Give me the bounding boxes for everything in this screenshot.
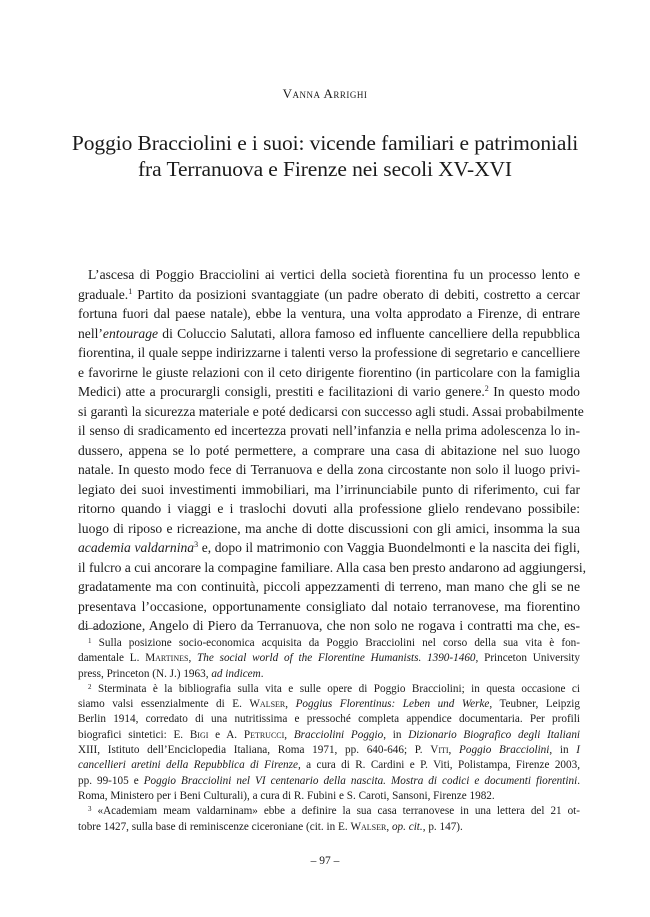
body-line: academia valdarnina$^3$ e, dopo il matrimonio con Vaggia Buondelmonti e la nascita dei figli, (78, 540, 581, 555)
body-line: e favorirne le giuste relazioni con il ceto dirigente fiorentino (in particolare con la famiglia (78, 364, 580, 380)
footnote-line: Roma, Ministero per i Beni Culturali), a cura di R. Fubini e S. Caroti, Sansoni, Firenze 1982. (78, 789, 495, 802)
body-line: natale. In questo modo fece di Terranuova e della zona circostante non solo il luogo privi- (78, 462, 580, 477)
body-line: il senso di sradicamento ed incertezza provati nell’infanzia e nella prima adolescenza lo in- (78, 423, 580, 438)
body-line: luogo di riposo e ricreazione, ma anche di dotte discussioni con gli amici, insomma la sua (78, 520, 580, 536)
body-line: graduale.$^1$ Partito da posizioni svantaggiate (un padre oberato di debiti, costretto a cercar (78, 286, 580, 302)
footnote-ref-3: 3 (194, 540, 199, 549)
title-line-2: fra Terranuova e Firenze nei secoli XV-XVI (138, 157, 512, 181)
footnote-line: tobre 1427, sulla base di reminiscenze ciceroniane (cit. in E. Walser, op. cit., p. 147). (78, 820, 463, 833)
footnote-line: pp. 99-105 e Poggio Bracciolini nel VI centenario della nascita. Mostra di codici e documenti fiorentini. (78, 774, 580, 787)
body-line: si garantì la sicurezza materiale e poté dedicarsi con successo agli studi. Assai probabilmente (78, 403, 584, 419)
body-line: ritorno quando i viaggi e i traslochi dovuti alla professione glielo rendevano possibile: (78, 501, 580, 516)
chapter-title (60, 130, 590, 182)
footnote-3: $^3$ «Academiam meam valdarninam» ebbe a definire la sua casa terranovese in una lettera del 21 ot- (88, 805, 581, 818)
body-line: legiato dei suoi investimenti immobiliari, ma l’irrinunciabile punto di riferimento, cui far (78, 481, 580, 497)
body-line: gradatamente ma con continuità, piccoli appezzamenti di terreno, man mano che gli se ne (78, 579, 580, 594)
footnote-line: damentale L. Martines, The social world of the Florentine Humanists. 1390-1460, Princeton University (78, 652, 581, 665)
title-line-1: Poggio Bracciolini e i suoi: vicende familiari e patrimoniali (71, 131, 579, 155)
body-line: fortuna fuori dal paese natale), ebbe la ventura, una volta approdato a Firenze, di entrare (78, 306, 580, 321)
body-line: fiorentina, il quale seppe indirizzarne i talenti verso la professione di segretario e cancelliere (78, 345, 580, 360)
footnote-line: Berlin 1914, corredato di una nutritissima e pressoché completa appendice documentaria. Per profili (78, 713, 580, 726)
body-line: nell’entourage di Coluccio Salutati, allora famoso ed influente cancelliere della repubblica (78, 325, 580, 341)
chapter-author: Vanna Arrighi (282, 86, 368, 101)
footnote-line: biografici sintetici: E. Bigi e A. Petrucci, Bracciolini Poggio, in Dizionario Biografico degli Italiani (78, 728, 581, 741)
footnote-ref-1: 1 (128, 286, 133, 296)
footnote-ref-2: 2 (484, 384, 489, 393)
footnote-divider (78, 628, 130, 629)
body-line: dussero, appena se lo poté permettere, a comprare una casa di abitazione nel suo luogo (78, 442, 580, 458)
footnotes (78, 636, 580, 835)
body-text (78, 265, 587, 636)
footnote-line: XIII, Istituto dell’Enciclopedia Italiana, Roma 1971, pp. 640-646; P. Viti, Poggio Bracciolini, in I (78, 744, 581, 757)
footnote-line: siamo valsi essenzialmente di E. Walser, Poggius Florentinus: Leben und Werke, Teubner, Leipzig (78, 698, 580, 711)
body-line: di adozione, Angelo di Piero da Terranuova, che non solo ne rogava i contratti ma che, es- (78, 618, 580, 633)
footnote-1: $^1$ Sulla posizione socio-economica acquisita da Poggio Bracciolini nel corso della sua vita è fon- (88, 637, 580, 649)
body-line: il fulcro a cui ancorare la compagine familiare. Alla casa ben presto andarono ad aggiungersi, (78, 559, 587, 575)
body-line: Medici) atte a procurargli consigli, prestiti e facilitazioni di vario genere.$^2$ In questo modo (78, 384, 580, 399)
footnote-line: press, Princeton (N. J.) 1963, ad indicem. (78, 667, 264, 680)
body-line: L’ascesa di Poggio Bracciolini ai vertici della società fiorentina fu un processo lento e (88, 267, 580, 282)
footnote-2: $^2$ Sterminata è la bibliografia sulla vita e sulle opere di Poggio Bracciolini; in questa occasione ci (88, 682, 581, 695)
page-number: – 97 – (310, 855, 340, 867)
footnote-line: cancellieri aretini della Repubblica di Firenze, a cura di R. Cardini e P. Viti, Polistampa, Firenze 2003, (78, 759, 580, 772)
body-line: presentava l’occasione, opportunamente consigliato dal notaio terranovese, ma fiorentino (78, 598, 580, 614)
